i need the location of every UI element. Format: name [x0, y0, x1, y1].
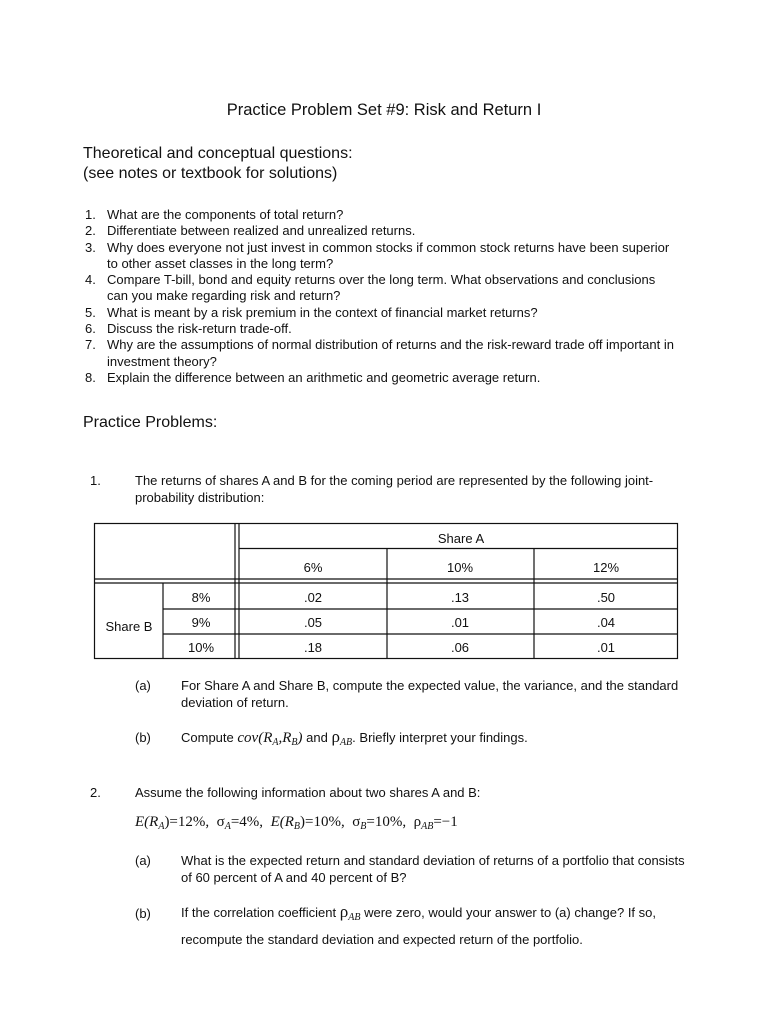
row-header: 8%	[191, 590, 211, 605]
expected-return-b: E(R	[270, 814, 294, 830]
table-cell: .05	[303, 615, 323, 630]
covariance-formula	[237, 730, 302, 746]
rho-subscript: AB	[421, 821, 434, 832]
question-number: 6.	[85, 321, 96, 337]
expected-return-b-value: )=10%,	[300, 814, 345, 830]
row-header: 10%	[187, 640, 215, 655]
problem-2a-label: (a)	[135, 853, 151, 868]
share-a-header: Share A	[437, 531, 485, 546]
table-cell: .06	[450, 640, 470, 655]
correlation-pre-text: If the correlation coefficient	[181, 905, 337, 920]
return-symbol: R	[263, 730, 273, 746]
comma: ,	[278, 730, 283, 746]
theory-heading-line1: Theoretical and conceptual questions:	[83, 145, 353, 162]
problem-1-text: The returns of shares A and B for the coming period are represented by the following joint-probability distribution:	[135, 473, 654, 505]
table-cell: .13	[450, 590, 470, 605]
sigma-b-value: =10%,	[366, 814, 407, 830]
question-text: Why are the assumptions of normal distribution of returns and the risk-reward trade off important in investment theory?	[107, 337, 674, 369]
question-text: What is meant by a risk premium in the context of financial market returns?	[107, 304, 538, 320]
return-symbol: R	[282, 730, 292, 746]
rho-symbol: ρ	[339, 902, 349, 921]
compute-text: Compute	[181, 730, 234, 745]
practice-heading: Practice Problems:	[83, 414, 218, 431]
question-number: 4.	[85, 272, 96, 288]
question-text: Discuss the risk-return trade-off.	[107, 321, 292, 337]
sigma-symbol: σ	[216, 814, 225, 830]
problem-2b-text	[181, 901, 691, 951]
problem-1a-label: (a)	[135, 678, 151, 693]
rho-subscript: AB	[339, 737, 353, 748]
paren-close: )	[297, 730, 303, 746]
question-text: Explain the difference between an arithmetic and geometric average return.	[107, 369, 541, 385]
question-number: 3.	[85, 239, 96, 255]
expected-return-a: E(R	[135, 814, 159, 830]
rho-subscript: AB	[348, 912, 361, 923]
rho-value: =−1	[433, 814, 458, 830]
question-text: Differentiate between realized and unrealized returns.	[107, 223, 416, 239]
problem-2-number: 2.	[90, 785, 101, 800]
question-text: Compare T-bill, bond and equity returns over the long term. What observations and conclusions can you make regarding risk and return?	[107, 272, 656, 304]
given-formula	[135, 814, 458, 832]
question-number: 7.	[85, 337, 96, 353]
paren-open: (	[258, 730, 264, 746]
problem-2a-text: What is the expected return and standard deviation of returns of a portfolio that consists of 60 percent of A and 40 percent of B?	[181, 853, 685, 885]
subscript-a: A	[272, 737, 279, 748]
question-number: 1.	[85, 207, 96, 222]
question-number: 5.	[85, 304, 96, 320]
subscript-b: B	[293, 821, 300, 832]
problem-2-text: Assume the following information about two shares A and B:	[135, 785, 481, 800]
and-text: and	[306, 730, 328, 745]
problem-1b-text	[181, 726, 691, 754]
subscript-a: A	[224, 821, 231, 832]
table-cell: .01	[596, 640, 616, 655]
problem-2b-label: (b)	[135, 906, 151, 921]
question-number: 2.	[85, 223, 96, 239]
table-cell: .50	[596, 590, 616, 605]
question-text: What are the components of total return?	[107, 207, 344, 222]
correlation-post-text: were zero, would your answer to (a) change? If so, recompute the standard deviation and expected return of the portfolio.	[181, 905, 657, 947]
column-header: 10%	[446, 560, 474, 575]
problem-1b-label: (b)	[135, 730, 151, 745]
column-header: 12%	[592, 560, 620, 575]
subscript-a: A	[158, 821, 165, 832]
rho-symbol: ρ	[331, 727, 340, 746]
cov-symbol: cov	[237, 730, 259, 746]
column-header: 6%	[303, 560, 323, 575]
rho-symbol: ρ	[413, 814, 422, 830]
expected-return-a-value: )=12%,	[164, 814, 210, 830]
share-b-header: Share B	[105, 619, 153, 634]
row-header: 9%	[191, 615, 211, 630]
table-cell: .02	[303, 590, 323, 605]
sigma-a-value: =4%,	[230, 814, 264, 830]
sigma-symbol: σ	[352, 814, 361, 830]
problem-1-number: 1.	[90, 473, 101, 488]
interpret-text: . Briefly interpret your findings.	[352, 730, 528, 745]
table-cell: .01	[450, 615, 470, 630]
theory-heading-line2: (see notes or textbook for solutions)	[83, 165, 338, 182]
subscript-b: B	[291, 737, 298, 748]
problem-1a-text: For Share A and Share B, compute the expected value, the variance, and the standard deviation of return.	[181, 678, 679, 710]
table-cell: .18	[303, 640, 323, 655]
subscript-b: B	[360, 821, 367, 832]
question-number: 8.	[85, 369, 96, 385]
question-text: Why does everyone not just invest in common stocks if common stock returns have been superior to other asset classes in the long term?	[107, 239, 670, 271]
page-title: Practice Problem Set #9: Risk and Return I	[226, 101, 542, 119]
table-cell: .04	[596, 615, 616, 630]
